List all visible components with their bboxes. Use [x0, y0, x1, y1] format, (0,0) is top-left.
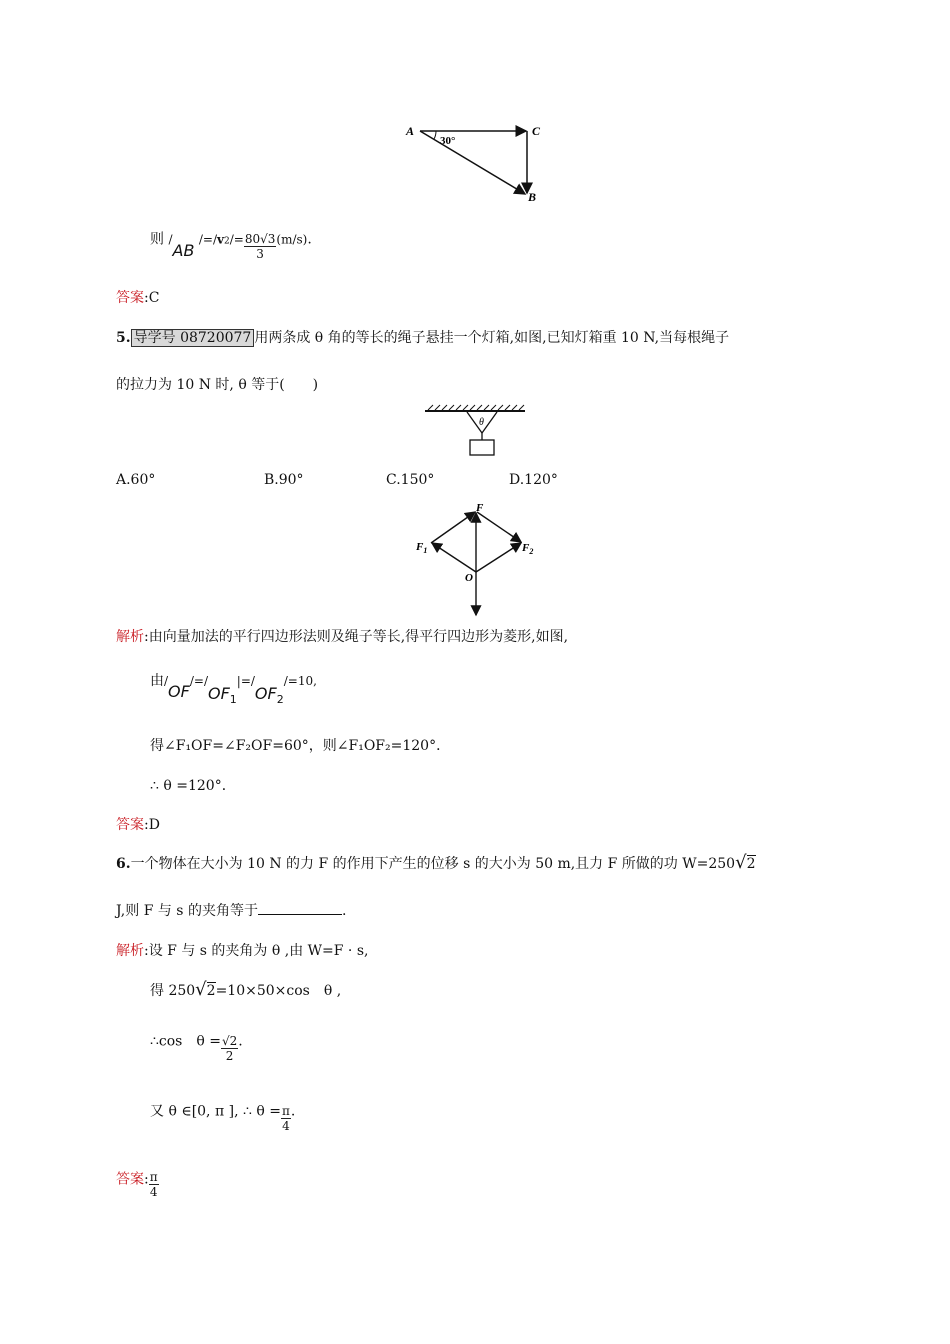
option-c[interactable]: C.150°: [386, 472, 435, 488]
answer-blank[interactable]: [258, 900, 342, 915]
solution-label: 解析: [116, 629, 144, 645]
fraction: $\frac{\pi}{4}$: [281, 1104, 290, 1133]
sqrt: √2: [735, 852, 756, 873]
question-number: 6.: [116, 856, 131, 872]
theta-label: θ: [479, 417, 484, 428]
option-a[interactable]: A.60°: [116, 472, 156, 488]
ceiling-hatch: [428, 405, 524, 410]
question-reference: 导学号 08720077: [131, 329, 255, 347]
label-f: F: [476, 502, 484, 514]
vector-of1: [432, 543, 476, 572]
label-a: A: [406, 124, 415, 138]
lamp-box: [470, 440, 494, 455]
answer-label: 答案: [116, 817, 144, 833]
option-b[interactable]: B.90°: [264, 472, 304, 488]
answer-5: 答案:D: [116, 817, 160, 833]
solution-5-line1: 解析:由向量加法的平行四边形法则及绳子等长,得平行四边形为菱形,如图,: [116, 629, 569, 645]
answer-value: D: [148, 817, 160, 833]
side-ff2: [477, 512, 521, 542]
question-number: 5.: [116, 330, 131, 346]
solution-6-line1: 解析:设 F 与 s 的夹角为 θ ,由 W=F · s,: [116, 943, 369, 959]
label-b: B: [528, 190, 537, 204]
rope-right: [482, 412, 497, 433]
fraction: $\frac{80√3}{3}$: [244, 232, 276, 261]
vector-ab-label: AB: [172, 240, 195, 260]
label-o: O: [465, 572, 473, 584]
question-6-line1: 6.一个物体在大小为 10 N 的力 F 的作用下产生的位移 s 的大小为 50 m,且力 F 所做的功 W=250√2: [116, 852, 756, 873]
solution-6-eq3: 又 θ ∈[0, π ], ∴ θ = $\frac{\pi}{4}$ .: [150, 1103, 296, 1133]
label-f2: $F_2$: [522, 542, 534, 556]
question-6-line2: J,则 F 与 s 的夹角等于 .: [116, 900, 346, 920]
vector-of2-label: $OF_2$: [254, 684, 284, 707]
question-5-line1: 5. 导学号 08720077 用两条成 θ 角的等长的绳子悬挂一个灯箱,如图,已知灯箱重 10 N,当每根绳子: [116, 330, 730, 346]
vector-of1-label: $OF_1$: [207, 684, 237, 707]
question-5-line2: 的拉力为 10 N 时, θ 等于( ): [116, 377, 319, 393]
triangle-figure: [400, 118, 550, 208]
answer-label: 答案: [116, 1171, 144, 1188]
answer-label: 答案: [116, 290, 144, 306]
vector-ab: [420, 131, 525, 194]
sqrt: √2: [195, 979, 216, 1000]
vector-of-label: OF: [168, 682, 190, 701]
answer-value: C: [148, 290, 160, 306]
solution-label: 解析: [116, 943, 144, 959]
rhombus-figure: [410, 500, 545, 618]
speed-equation: 则 /AB /=/v2/= $\frac{80√3}{3}$ (m/s).: [150, 231, 312, 261]
label-c: C: [532, 124, 541, 138]
answer-value: $\frac{\pi}{4}$: [149, 1170, 158, 1199]
fraction: $\frac{√2}{2}$: [221, 1034, 238, 1063]
answer-6: 答案: $\frac{\pi}{4}$: [116, 1170, 158, 1199]
label-f1: $F_1$: [416, 541, 428, 555]
side-f1f: [431, 512, 475, 543]
answer-4: 答案:C: [116, 290, 160, 306]
solution-5-eq1: 由$/OF/=/OF_1|=/OF_2/=10$,: [150, 673, 317, 707]
solution-6-eq2: ∴cos θ = $\frac{√2}{2}$ .: [150, 1033, 243, 1063]
label-angle: 30°: [440, 135, 456, 147]
solution-5-eq3: ∴ θ =120°．: [150, 778, 236, 794]
solution-6-eq1: 得 250√2=10×50×cos θ ,: [150, 979, 342, 1000]
solution-5-eq2: 得∠F₁OF=∠F₂OF=60°，则∠F₁OF₂=120°．: [150, 738, 451, 754]
lamp-figure: [420, 403, 530, 459]
vector-of2: [476, 543, 521, 572]
option-d[interactable]: D.120°: [509, 472, 558, 488]
